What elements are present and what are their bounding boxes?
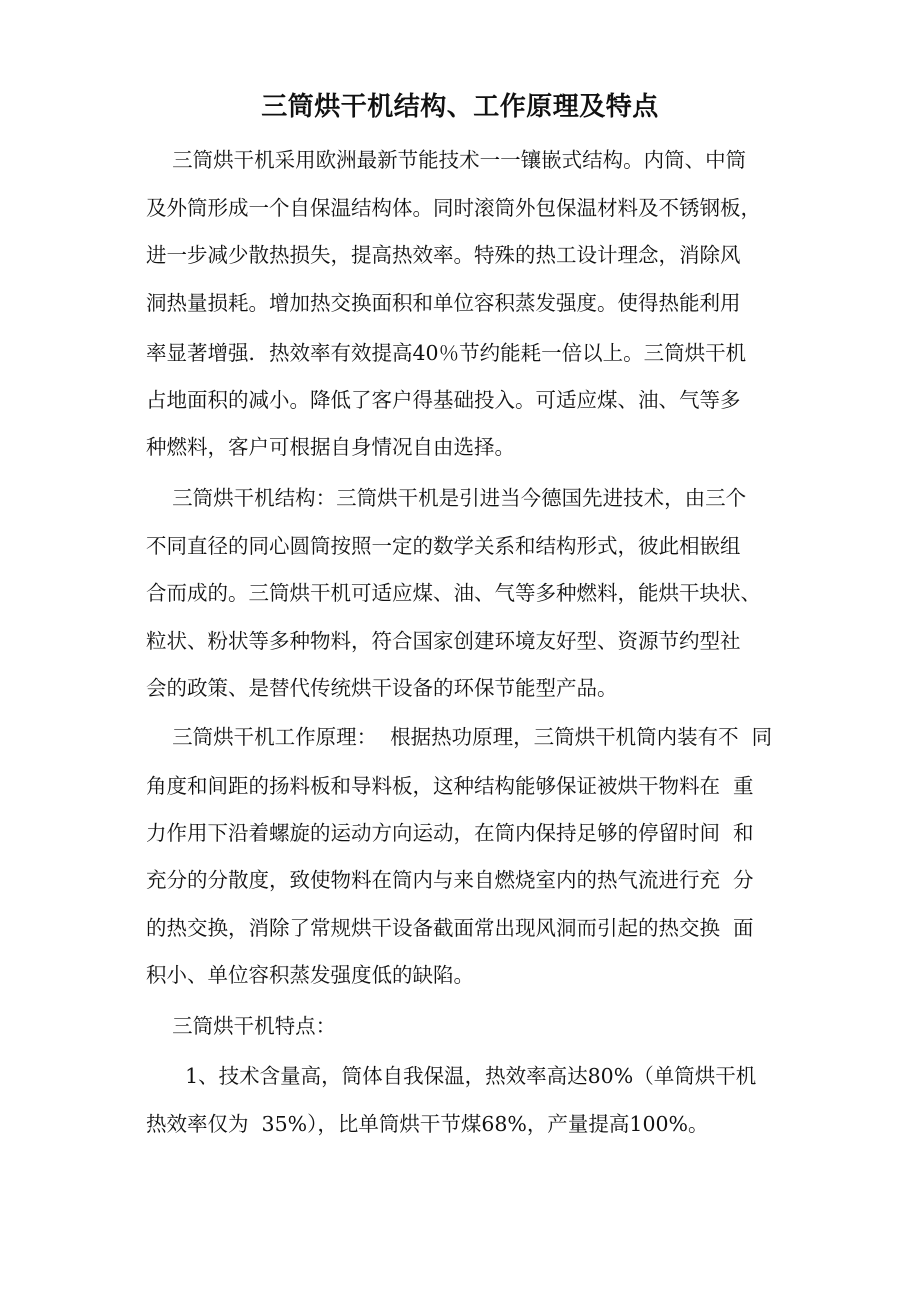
paragraph-line: 的热交换，消除了常规烘干设备截面常出现风洞而引起的热交换 面 [146, 916, 754, 940]
paragraph-line: 进一步减少散热损失，提高热效率。特殊的热工设计理念，消除风 [146, 243, 741, 267]
paragraph-line: 三筒烘干机结构：三筒烘干机是引进当今德国先进技术，由三个 [146, 486, 747, 510]
paragraph-line: 率显著增强．热效率有效提高40％节约能耗一倍以上。三筒烘干机 [146, 341, 747, 365]
paragraph-line: 合而成的。三筒烘干机可适应煤、油、气等多种燃料，能烘干块状、 [146, 581, 761, 605]
paragraph-line: 洞热量损耗。增加热交换面积和单位容积蒸发强度。使得热能利用 [146, 291, 741, 315]
paragraph-line: 充分的分散度，致使物料在筒内与来自燃烧室内的热气流进行充 分 [146, 868, 754, 892]
paragraph-line: 不同直径的同心圆筒按照一定的数学关系和结构形式，彼此相嵌组 [146, 534, 741, 558]
paragraph-line: 三筒烘干机采用欧洲最新节能技术一一镶嵌式结构。内筒、中筒 [146, 148, 747, 172]
paragraph-line: 占地面积的减小。降低了客户得基础投入。可适应煤、油、气等多 [146, 388, 741, 412]
paragraph-line: 种燃料，客户可根据自身情况自由选择。 [146, 435, 515, 459]
paragraph-line: 及外筒形成一个自保温结构体。同时滚筒外包保温材料及不锈钢板， [146, 196, 761, 220]
paragraph-line: 力作用下沿着螺旋的运动方向运动，在筒内保持足够的停留时间 和 [146, 821, 754, 845]
paragraph-line: 粒状、粉状等多种物料，符合国家创建环境友好型、资源节约型社 [146, 629, 741, 653]
paragraph-line: 1、技术含量高，筒体自我保温，热效率高达80%（单筒烘干机 [146, 1064, 757, 1088]
paragraph-line: 积小、单位容积蒸发强度低的缺陷。 [146, 963, 474, 987]
paragraph-line: 角度和间距的扬料板和导料板，这种结构能够保证被烘干物料在 重 [146, 774, 754, 798]
paragraph-line: 三筒烘干机特点： [146, 1014, 337, 1038]
paragraph-line: 会的政策、是替代传统烘干设备的环保节能型产品。 [146, 676, 618, 700]
paragraph-line: 热效率仅为 35%），比单筒烘干节煤68%，产量提高100%。 [146, 1112, 709, 1136]
document-title: 三筒烘干机结构、工作原理及特点 [261, 92, 659, 122]
paragraph-line: 三筒烘干机工作原理： 根据热功原理，三筒烘干机筒内装有不 同 [146, 725, 773, 749]
